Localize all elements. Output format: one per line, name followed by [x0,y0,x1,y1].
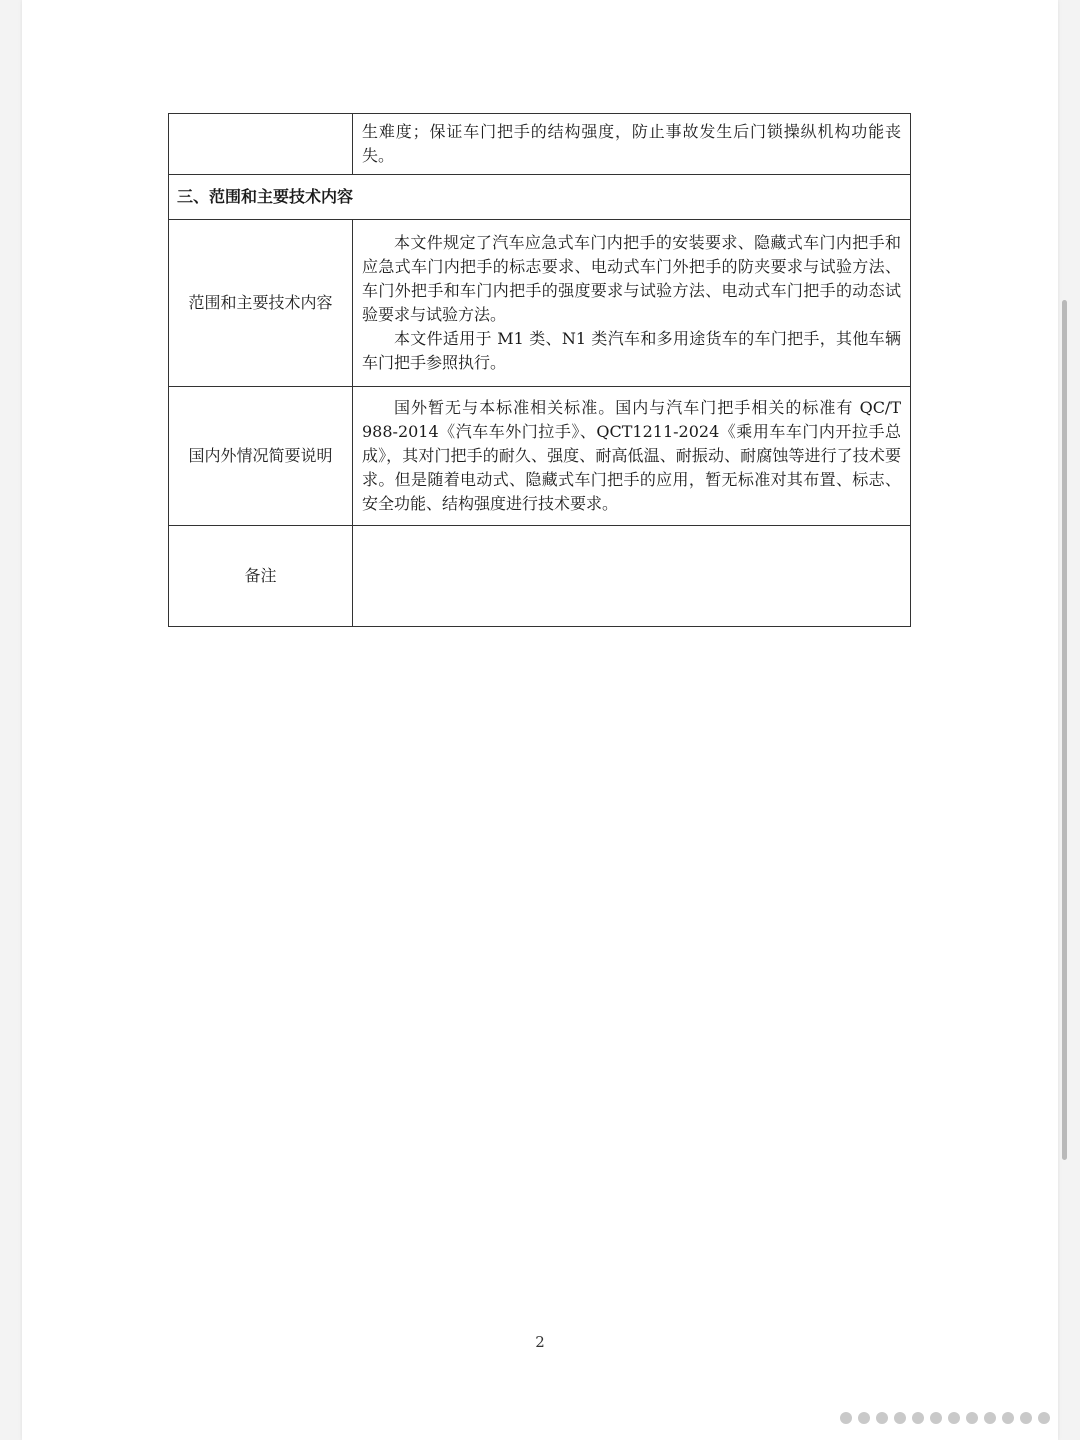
table-row [169,220,911,387]
intl-paragraph: 国外暂无与本标准相关标准。国内与汽车门把手相关的标准有 QC/T 988-2014《汽车车外门拉手》、QCT1211-2024《乘用车车门内开拉手总成》，其对门把手的耐久、强度、耐高低温、耐振动、耐腐蚀等进行了技术要求。但是随着电动式、隐藏式车门把手的应用，暂无标准对其布置、标志、安全功能、结构强度进行技术要求。 [362,398,901,513]
empty-label-cell [169,114,353,175]
scope-label: 范围和主要技术内容 [169,220,353,387]
scrollbar[interactable] [1062,300,1067,1160]
section-heading: 三、范围和主要技术内容 [169,175,911,220]
page-dot[interactable] [876,1412,888,1424]
scope-content [353,220,911,387]
page-dot[interactable] [894,1412,906,1424]
document-page [22,0,1058,1440]
purpose-continuation-cell [353,114,911,175]
page-dot[interactable] [930,1412,942,1424]
page-dot[interactable] [858,1412,870,1424]
purpose-continuation-text: 生难度；保证车门把手的结构强度，防止事故发生后门锁操纵机构功能丧失。 [362,122,901,165]
remark-content [353,526,911,627]
page-number: 2 [535,1333,545,1351]
page-dot[interactable] [984,1412,996,1424]
table-row [169,175,911,220]
scope-paragraph-2: 本文件适用于 M1 类、N1 类汽车和多用途货车的车门把手，其他车辆车门把手参照执行。 [362,329,901,372]
page-dot[interactable] [840,1412,852,1424]
table-row [169,526,911,627]
page-dot[interactable] [948,1412,960,1424]
page-dot[interactable] [966,1412,978,1424]
intl-content [353,387,911,526]
page-dot[interactable] [1020,1412,1032,1424]
page-dot[interactable] [1038,1412,1050,1424]
intl-label: 国内外情况简要说明 [169,387,353,526]
table-row [169,387,911,526]
page-indicator [840,1412,1050,1424]
remark-label: 备注 [169,526,353,627]
page-dot[interactable] [912,1412,924,1424]
page-dot[interactable] [1002,1412,1014,1424]
scope-paragraph-1: 本文件规定了汽车应急式车门内把手的安装要求、隐藏式车门内把手和应急式车门内把手的标志要求、电动式车门外把手的防夹要求与试验方法、车门外把手和车门内把手的强度要求与试验方法、电动式车门把手的动态试验要求与试验方法。 [362,233,901,324]
table-row [169,114,911,175]
standard-info-table [168,113,911,627]
